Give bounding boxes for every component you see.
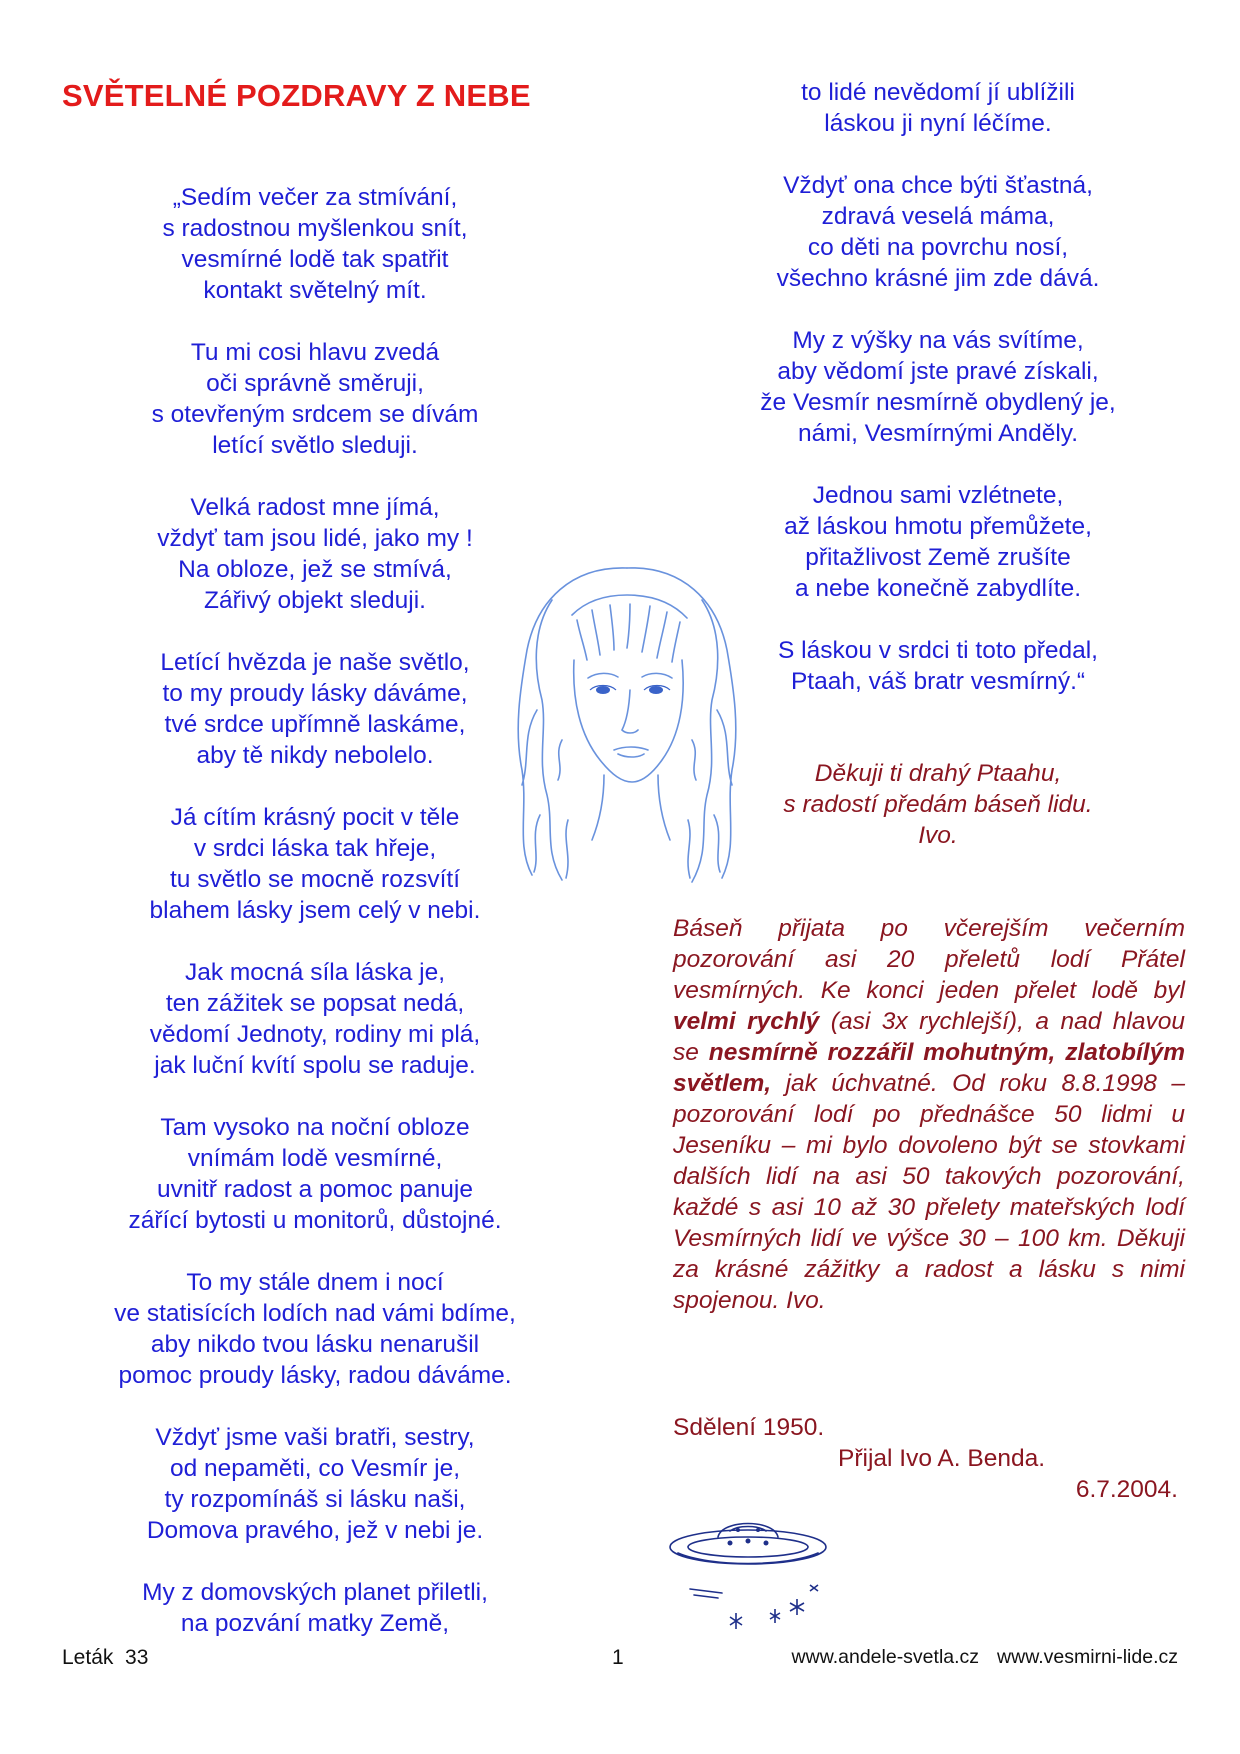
signature-receiver: Přijal Ivo A. Benda. bbox=[838, 1445, 1046, 1472]
poem-line: námi, Vesmírnými Anděly. bbox=[797, 420, 1079, 447]
poem-line: vnímám lodě vesmírné, bbox=[187, 1145, 443, 1172]
website-link-vesmirni-lide[interactable]: www.vesmirni-lide.cz bbox=[997, 1646, 1178, 1668]
footer-links bbox=[792, 1646, 1178, 1669]
ufo-icon bbox=[660, 1505, 835, 1635]
poem-left-stanza bbox=[80, 182, 550, 306]
thanks-line: Ivo. bbox=[918, 822, 958, 849]
poem-line: láskou ji nyní léčíme. bbox=[824, 110, 1052, 137]
poem-line: ty rozpomínáš si lásku naši, bbox=[164, 1486, 466, 1513]
poem-line: vesmírné lodě tak spatřit bbox=[181, 246, 449, 273]
poem-right-stanza bbox=[718, 480, 1158, 604]
note-bold-text: velmi rychlý bbox=[673, 1008, 820, 1035]
poem-right-stanza bbox=[718, 325, 1158, 449]
poem-left-stanza bbox=[80, 1577, 550, 1639]
signature-date: 6.7.2004. bbox=[1075, 1476, 1178, 1503]
poem-line: My z domovských planet přiletli, bbox=[142, 1579, 488, 1606]
poem-line: s radostnou myšlenkou snít, bbox=[162, 215, 468, 242]
poem-line: to my proudy lásky dáváme, bbox=[162, 680, 468, 707]
note-text: jak úchvatné. Od roku 8.8.1998 – pozorování lodí po přednášce 50 lidmi u Jeseníku – mi bylo dovoleno být se stovkami dalších lidí na asi 50 takových pozorování, každé s asi 10 až 30 přelety mateřských lodí Vesmírných lidí ve výšce 30 – 100 km. Děkuji za krásné zážitky a radost a lásku s nimi spojenou. Ivo. bbox=[673, 1070, 1185, 1314]
note-text: Báseň přijata po včerejším večerním pozorování asi 20 přeletů lodí Přátel vesmírných. Ke konci jeden přelet lodě byl bbox=[673, 915, 1185, 1004]
poem-line: pomoc proudy lásky, radou dáváme. bbox=[118, 1362, 512, 1389]
poem-line: Já cítím krásný pocit v těle bbox=[170, 804, 460, 831]
poem-line: tvé srdce upřímně laskáme, bbox=[164, 711, 466, 738]
poem-line: Letící hvězda je naše světlo, bbox=[160, 649, 470, 676]
note-text: (asi 3x rychlejší), a nad hlavou se bbox=[673, 1008, 1186, 1066]
poem-line: Jak mocná síla láska je, bbox=[184, 959, 446, 986]
poem-left-stanza bbox=[80, 1422, 550, 1546]
poem-line: aby vědomí jste pravé získali, bbox=[777, 358, 1099, 385]
poem-line: vždyť tam jsou lidé, jako my ! bbox=[157, 525, 473, 552]
poem-line: Tu mi cosi hlavu zvedá bbox=[190, 339, 440, 366]
poem-line: co děti na povrchu nosí, bbox=[807, 234, 1069, 261]
poem-left-column bbox=[80, 182, 550, 1670]
poem-line: až láskou hmotu přemůžete, bbox=[784, 513, 1092, 540]
website-link-andele-svetla[interactable]: www.andele-svetla.cz bbox=[791, 1646, 980, 1668]
poem-line: My z výšky na vás svítíme, bbox=[792, 327, 1084, 354]
poem-left-stanza bbox=[80, 1112, 550, 1236]
poem-line: S láskou v srdci ti toto předal, bbox=[777, 637, 1098, 664]
poem-left-stanza bbox=[80, 492, 550, 616]
poem-line: s otevřeným srdcem se dívám bbox=[151, 401, 479, 428]
leaflet-number: Leták 33 bbox=[62, 1646, 149, 1669]
poem-line: blahem lásky jsem celý v nebi. bbox=[149, 897, 481, 924]
poem-left-stanza bbox=[80, 957, 550, 1081]
poem-line: na pozvání matky Země, bbox=[180, 1610, 450, 1637]
poem-left-stanza bbox=[80, 802, 550, 926]
poem-line: zdravá veselá máma, bbox=[821, 203, 1055, 230]
poem-right-column bbox=[718, 77, 1158, 728]
poem-line: Velká radost mne jímá, bbox=[190, 494, 440, 521]
poem-line: zářící bytosti u monitorů, důstojné. bbox=[128, 1207, 502, 1234]
poem-line: Domova pravého, jež v nebi je. bbox=[146, 1517, 484, 1544]
page-number: 1 bbox=[612, 1646, 624, 1669]
poem-line: Jednou sami vzlétnete, bbox=[812, 482, 1064, 509]
note-bold-text: nesmírně rozzářil mohutným, zlatobílým světlem, bbox=[673, 1039, 1185, 1097]
poem-line: že Vesmír nesmírně obydlený je, bbox=[760, 389, 1116, 416]
poem-line: Ptaah, váš bratr vesmírný.“ bbox=[790, 668, 1086, 695]
poem-line: To my stále dnem i nocí bbox=[186, 1269, 444, 1296]
poem-line: tu světlo se mocně rozsvítí bbox=[169, 866, 461, 893]
poem-line: aby nikdo tvou lásku nenarušil bbox=[150, 1331, 480, 1358]
poem-line: všechno krásné jim zde dává. bbox=[776, 265, 1100, 292]
poem-left-stanza bbox=[80, 647, 550, 771]
poem-line: Na obloze, jež se stmívá, bbox=[178, 556, 452, 583]
poem-line: vědomí Jednoty, rodiny mi plá, bbox=[149, 1021, 481, 1048]
poem-line: od nepaměti, co Vesmír je, bbox=[169, 1455, 461, 1482]
thanks-line: s radostí předám báseň lidu. bbox=[783, 791, 1093, 818]
poem-line: Vždyť ona chce býti šťastná, bbox=[783, 172, 1093, 199]
poem-line: a nebe konečně zabydlíte. bbox=[794, 575, 1082, 602]
poem-line: „Sedím večer za stmívání, bbox=[172, 184, 458, 211]
poem-line: uvnitř radost a pomoc panuje bbox=[157, 1176, 473, 1203]
poem-right-stanza bbox=[718, 170, 1158, 294]
document-title: SVĚTELNÉ POZDRAVY Z NEBE bbox=[62, 78, 531, 113]
poem-line: letící světlo sleduji. bbox=[212, 432, 418, 459]
thanks-note bbox=[718, 758, 1158, 851]
poem-line: jak luční kvítí spolu se raduje. bbox=[154, 1052, 476, 1079]
poem-note bbox=[673, 913, 1185, 1316]
poem-right-stanza bbox=[718, 77, 1158, 139]
poem-line: kontakt světelný mít. bbox=[203, 277, 427, 304]
poem-line: Tam vysoko na noční obloze bbox=[160, 1114, 470, 1141]
poem-right-stanza bbox=[718, 635, 1158, 697]
poem-left-stanza bbox=[80, 337, 550, 461]
poem-line: ve statisících lodích nad vámi bdíme, bbox=[114, 1300, 516, 1327]
signature-message: Sdělení 1950. bbox=[673, 1414, 825, 1441]
poem-line: to lidé nevědomí jí ublížili bbox=[801, 79, 1075, 106]
poem-line: oči správně směruji, bbox=[206, 370, 424, 397]
poem-line: Vždyť jsme vaši bratři, sestry, bbox=[155, 1424, 475, 1451]
poem-left-stanza bbox=[80, 1267, 550, 1391]
poem-line: přitažlivost Země zrušíte bbox=[805, 544, 1071, 571]
poem-line: v srdci láska tak hřeje, bbox=[193, 835, 437, 862]
poem-line: aby tě nikdy nebolelo. bbox=[196, 742, 434, 769]
poem-line: Zářivý objekt sleduji. bbox=[204, 587, 426, 614]
poem-line: ten zážitek se popsat nedá, bbox=[165, 990, 465, 1017]
thanks-line: Děkuji ti drahý Ptaahu, bbox=[814, 760, 1062, 787]
